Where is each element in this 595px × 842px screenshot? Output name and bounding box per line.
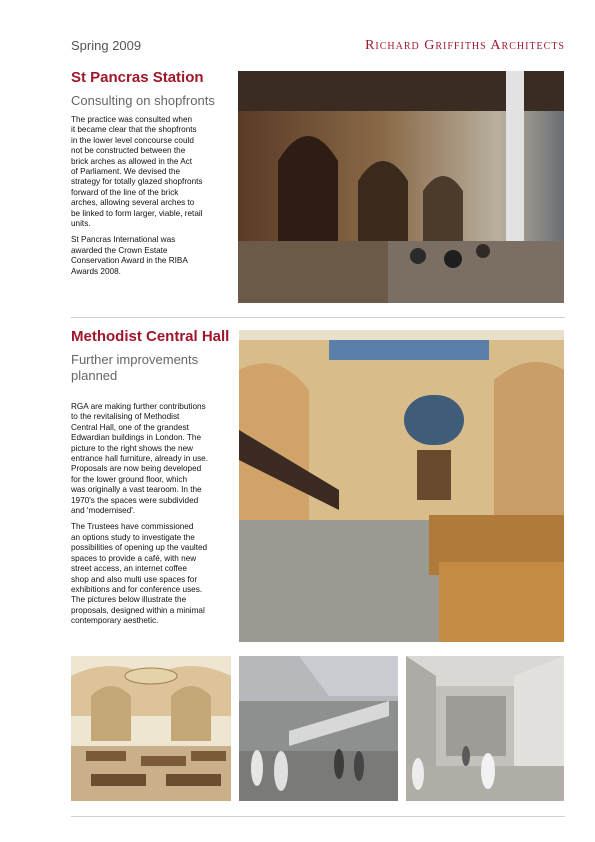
section-divider	[71, 317, 565, 318]
section-subtitle-st-pancras: Consulting on shopfronts	[71, 93, 215, 108]
paragraph: St Pancras International was awarded the Crown Estate Conservation Award in the RIBA Awards 2008.	[71, 235, 188, 276]
proposal-cafe-sketch-image	[71, 656, 231, 801]
section-title-methodist: Methodist Central Hall	[71, 328, 230, 345]
paragraph: The practice was consulted when it became clear that the shopfronts in the lower level concourse could not be constructed between the brick arches as allowed in the Act of Parliament. We devised the strategy for totally glazed shopfronts forward of the line of the brick arches, allowing several arches to be linked to form larger, viable, retail units.	[71, 115, 203, 229]
st-pancras-concourse-photo	[238, 71, 564, 303]
issue-date: Spring 2009	[71, 38, 142, 53]
section-body-methodist	[71, 402, 233, 633]
section-title-st-pancras: St Pancras Station	[71, 69, 204, 86]
footer-divider	[71, 816, 565, 817]
section-subtitle-methodist: Further improvements planned	[71, 352, 199, 383]
section-body-st-pancras	[71, 115, 231, 283]
proposal-stair-render-image	[239, 656, 398, 801]
proposal-space-render-image	[406, 656, 564, 801]
methodist-entrance-hall-photo	[239, 330, 564, 642]
firm-name: Richard Griffiths Architects	[365, 38, 565, 53]
paragraph: RGA are making further contributions to the revitalising of Methodist Central Hall, one of the grandest Edwardian buildings in London. The picture to the right shows the new entrance hall furniture, already in use. Proposals are now being developed for the lower ground floor, which was originally a vast tearoom. In the 1970's the spaces were subdivided and 'modernised'.	[71, 402, 208, 516]
paragraph: The Trustees have commissioned an options study to investigate the possibilities of opening up the vaulted spaces to provide a café, with new street access, an internet coffee shop and also multi use spaces for exhibitions and for conference uses. The pictures below illustrate the proposals, designed within a minimal contemporary aesthetic.	[71, 522, 208, 626]
